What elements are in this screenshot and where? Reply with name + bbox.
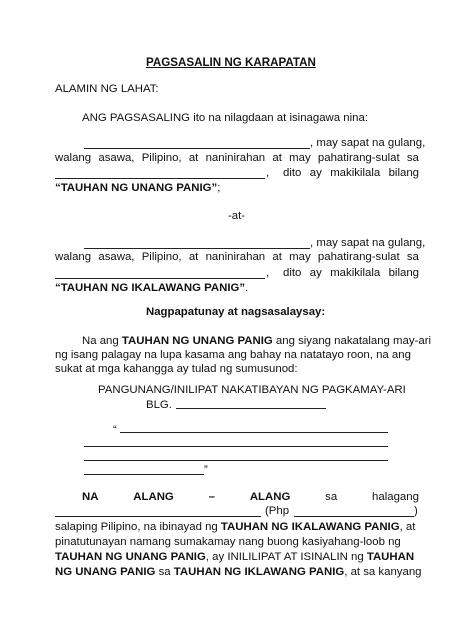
text: , ay INILILIPAT AT ISINALIN ng	[205, 551, 367, 563]
party2-ref: TAUHAN NG IKALAWANG PANIG	[220, 521, 400, 533]
word: Pilipino,	[141, 251, 182, 263]
salutation: ALAMIN NG LAHAT:	[55, 83, 159, 95]
party1-ref: TAUHAN NG UNANG PANIG	[55, 551, 206, 563]
word: halagang	[372, 491, 419, 503]
word: walang	[55, 152, 92, 164]
word: NA	[82, 491, 99, 503]
text: ang siyang nakatalang may-ari	[272, 335, 432, 347]
description-blank-1	[120, 432, 388, 433]
party1-label-line	[55, 181, 220, 195]
word: makikilala	[330, 267, 381, 279]
party2-line2	[55, 250, 419, 264]
word: at	[272, 251, 282, 263]
punct: ;	[217, 182, 221, 194]
party2-label: “TAUHAN NG IKALAWANG PANIG”	[55, 282, 246, 294]
party2-line3	[283, 266, 419, 280]
comma: ,	[266, 267, 270, 279]
para2-line3	[55, 520, 415, 534]
word: –	[208, 491, 215, 503]
certificate-line1: PANGUNANG/INILIPAT NAKATIBAYAN NG PAGKAMAY-ARI	[98, 384, 406, 396]
word: ay	[309, 267, 322, 279]
party1-address-blank	[55, 178, 265, 179]
word: dito	[283, 167, 302, 179]
open-quote: “	[113, 424, 117, 436]
word: pahatirang-sulat	[317, 152, 400, 164]
word: Pilipino,	[141, 152, 182, 164]
party1-ref: NG UNANG PANIG	[55, 566, 156, 578]
close-quote: ”	[204, 464, 208, 476]
party2-ref: TAUHAN NG IKLAWANG PANIG	[173, 566, 345, 578]
text: sa	[155, 566, 174, 578]
party2-line1-text: , may sapat na gulang,	[310, 237, 426, 249]
word: sa	[325, 491, 338, 503]
section-heading: Nagpapatunay at nagsasalaysay:	[146, 306, 326, 318]
word: bilang	[388, 167, 419, 179]
description-blank-4	[84, 474, 204, 475]
php-label: (Php	[265, 505, 290, 517]
certificate-number-label: BLG.	[146, 399, 172, 411]
amount-words-blank	[55, 516, 261, 517]
party2-label-line	[55, 281, 248, 295]
para1-line3: sukat at mga kahangga ay tulad ng sumusunod:	[55, 363, 298, 375]
text: , at	[399, 521, 416, 533]
word: at	[188, 152, 199, 164]
certificate-number-blank	[176, 408, 326, 409]
para1-line1	[82, 334, 431, 348]
word: sa	[406, 251, 419, 263]
word: sa	[406, 152, 419, 164]
document-title: PAGSASALIN NG KARAPATAN	[146, 56, 316, 69]
word: bilang	[388, 267, 419, 279]
word: pahatirang-sulat	[317, 251, 400, 263]
punct: .	[245, 282, 249, 294]
word: dito	[283, 267, 302, 279]
party-ref: TAUHAN	[366, 551, 415, 563]
para2-line4: pinatutunayan namang sumakamay nang buong kasiyahang-loob ng	[55, 536, 401, 548]
word: makikilala	[330, 167, 381, 179]
party2-address-blank	[55, 278, 265, 279]
party1-name-blank	[84, 148, 310, 149]
text: , at sa kanyang	[344, 566, 422, 578]
para2-line6	[55, 565, 422, 579]
party1-line1-text: , may sapat na gulang,	[310, 137, 426, 149]
word: naninirahan	[205, 251, 266, 263]
word: ay	[309, 167, 322, 179]
comma: ,	[266, 167, 270, 179]
close-paren: )	[414, 505, 418, 517]
text: Na ang	[82, 335, 122, 347]
description-blank-3	[84, 460, 388, 461]
description-blank-2	[84, 446, 388, 447]
party1-label: “TAUHAN NG UNANG PANIG”	[55, 182, 218, 194]
separator: -at-	[228, 210, 246, 222]
party1-line2	[55, 151, 419, 165]
word: at	[188, 251, 199, 263]
text: salaping Pilipino, na ibinayad ng	[55, 521, 221, 533]
word: at	[272, 152, 282, 164]
party1-ref: TAUHAN NG UNANG PANIG	[121, 335, 273, 347]
word: naninirahan	[205, 152, 266, 164]
para1-line2: ng isang palagay na lupa kasama ang bahay na natatayo roon, na ang	[55, 349, 411, 361]
para2-line5	[55, 550, 414, 564]
word: ALANG	[133, 491, 174, 503]
word: may	[289, 251, 311, 263]
word: may	[289, 152, 311, 164]
party2-name-blank	[84, 248, 310, 249]
intro-line: ANG PAGSASALING ito na nilagdaan at isinagawa nina:	[82, 112, 368, 124]
amount-number-blank	[294, 516, 414, 517]
word: ALANG	[249, 491, 291, 503]
word: walang	[55, 251, 92, 263]
word: asawa,	[98, 251, 135, 263]
para2-line1	[82, 490, 419, 504]
party1-line3	[283, 166, 419, 180]
word: asawa,	[98, 152, 135, 164]
